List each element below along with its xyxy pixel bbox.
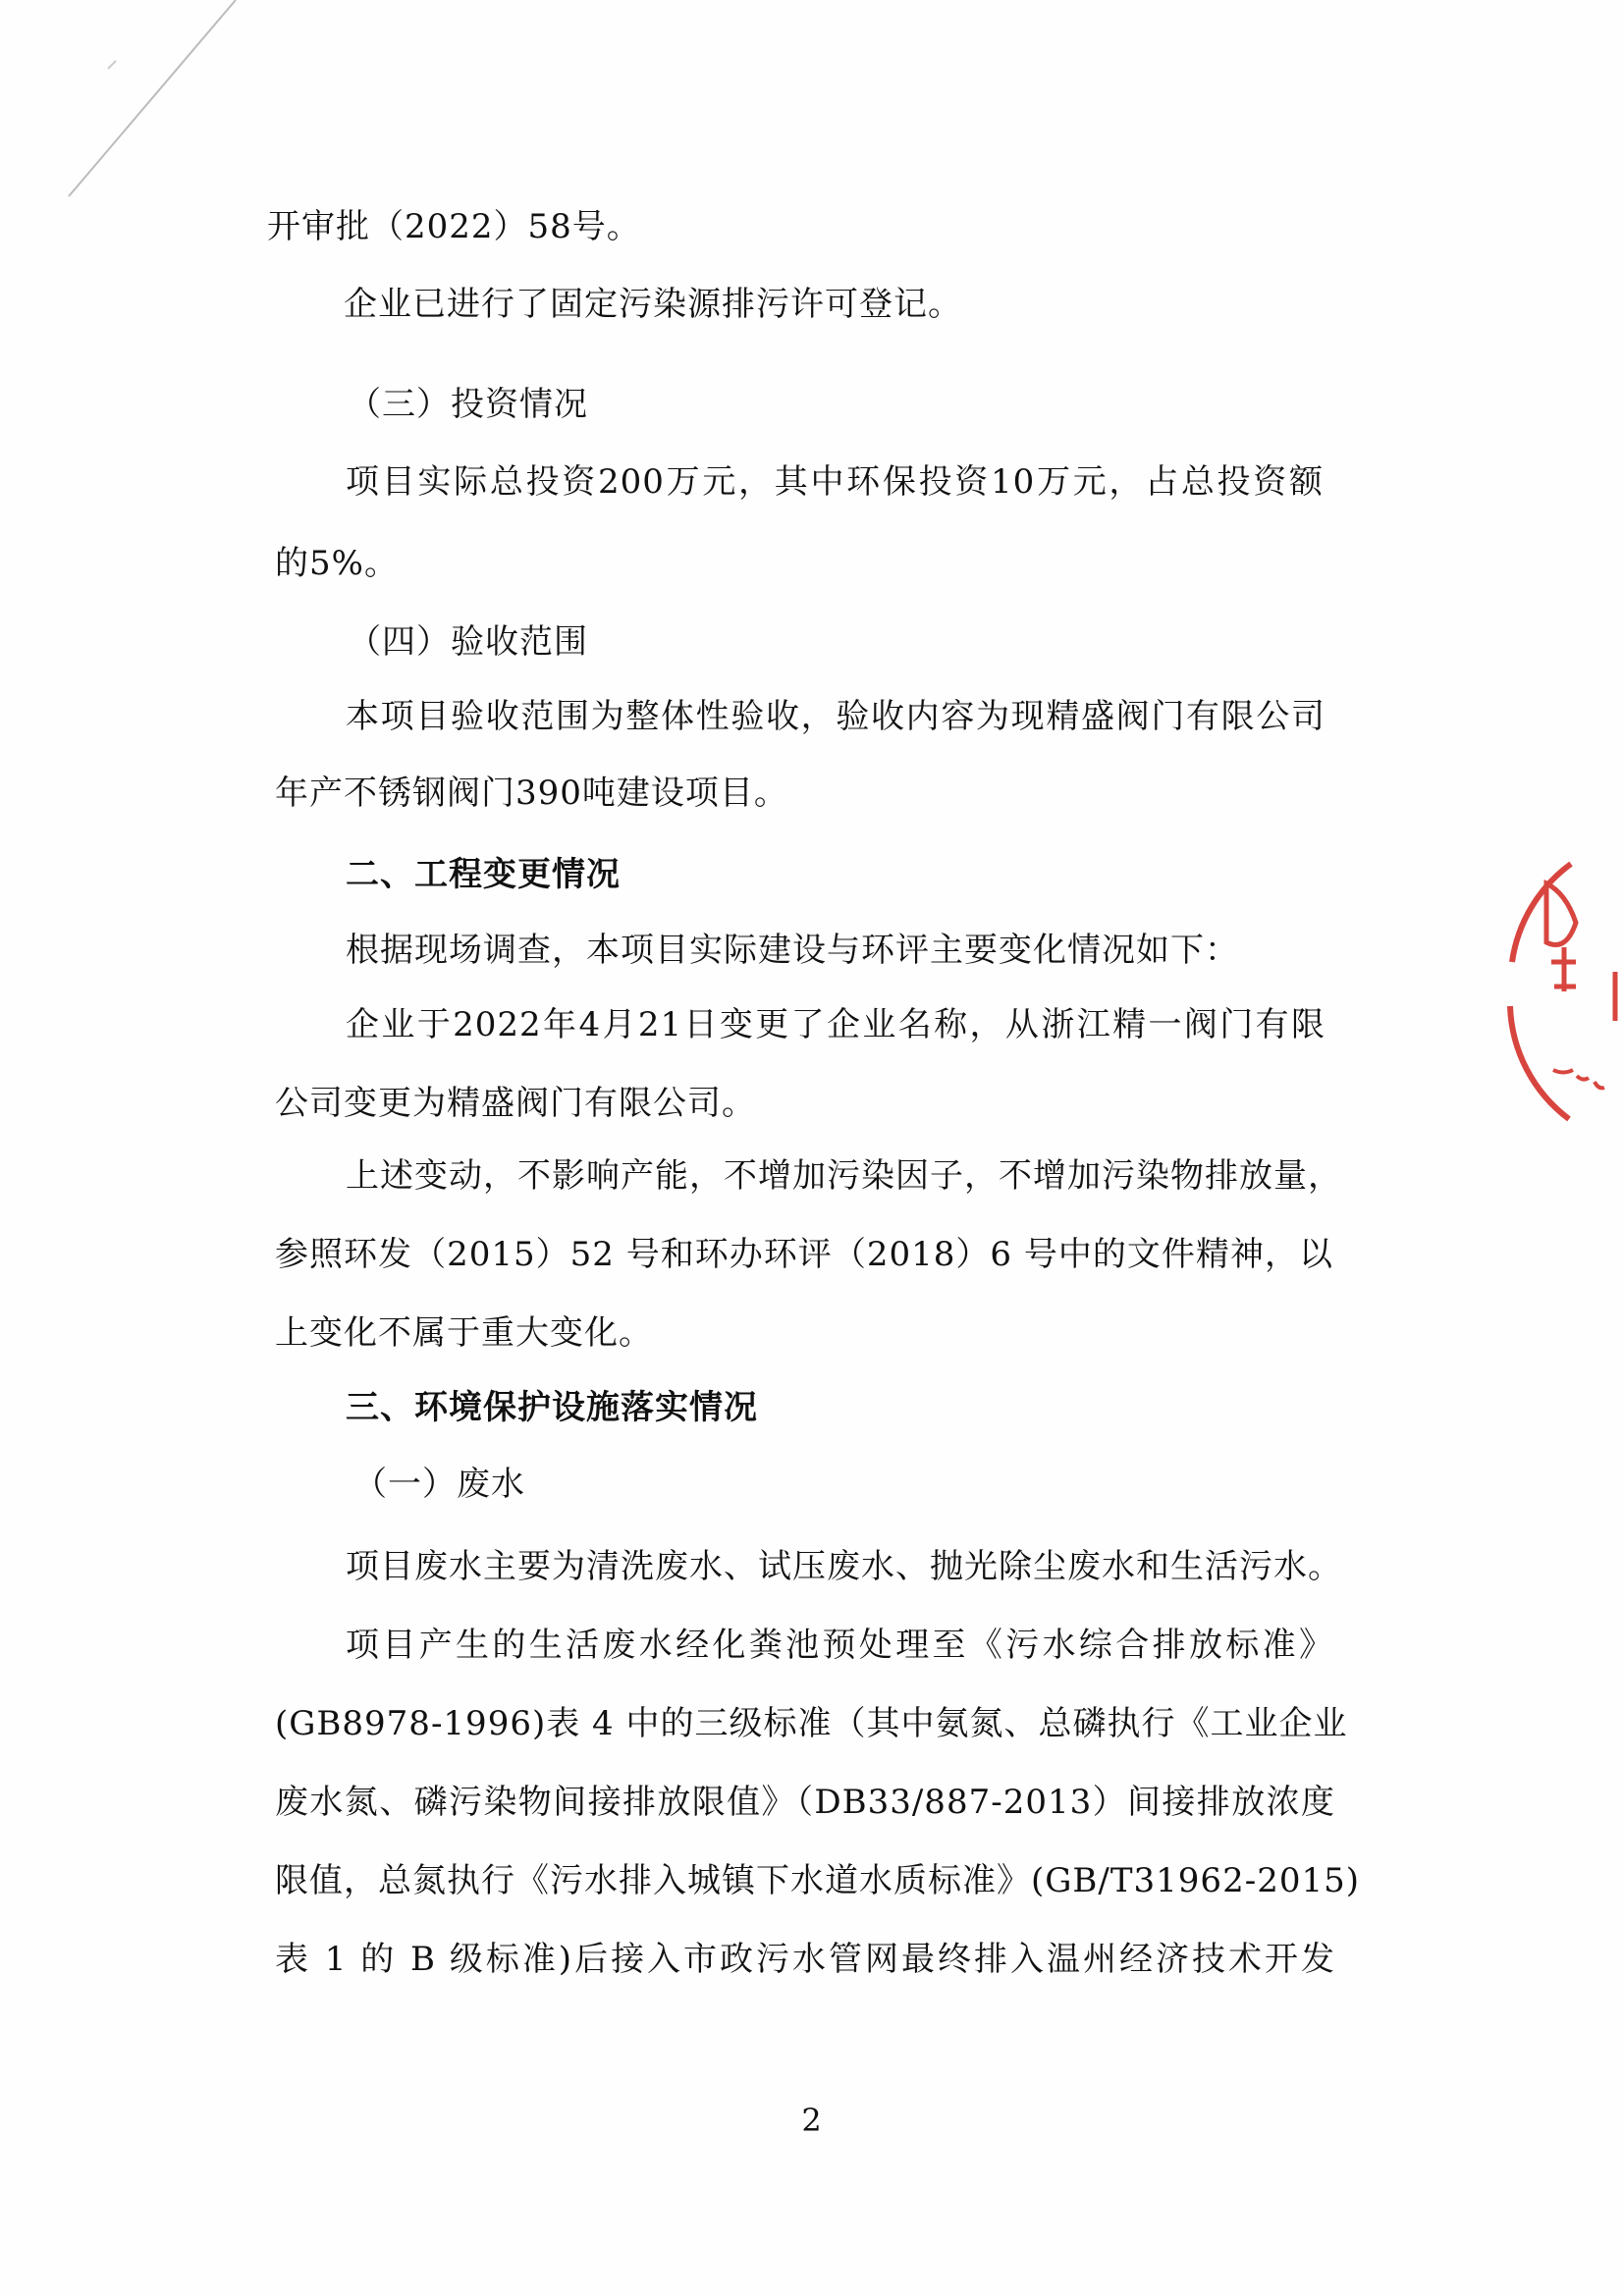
heading-facilities: 三、环境保护设施落实情况	[346, 1388, 758, 1427]
text-line-11: 企业于2022年4月21日变更了企业名称，从浙江精一阀门有限	[346, 1005, 1325, 1044]
heading-scope: （四）验收范围	[348, 622, 588, 662]
text-line-14: 参照环发（2015）52 号和环办环评（2018）6 号中的文件精神，以	[275, 1235, 1333, 1274]
text-line-22: 限值，总氮执行《污水排入城镇下水道水质标准》(GB/T31962-2015)	[275, 1861, 1360, 1900]
official-seal-icon	[1492, 825, 1623, 1148]
text-line-2: 企业已进行了固定污染源排污许可登记。	[344, 285, 962, 324]
text-line-15: 上变化不属于重大变化。	[275, 1313, 653, 1353]
text-line-23: 表 1 的 B 级标准)后接入市政污水管网最终排入温州经济技术开发	[275, 1940, 1335, 1979]
text-line-4: 项目实际总投资200万元，其中环保投资10万元，占总投资额	[346, 462, 1324, 502]
text-line-7: 本项目验收范围为整体性验收，验收内容为现精盛阀门有限公司	[346, 697, 1325, 736]
heading-wastewater: （一）废水	[353, 1465, 525, 1504]
text-line-18: 项目废水主要为清洗废水、试压废水、抛光除尘废水和生活污水。	[346, 1547, 1342, 1586]
text-line-8: 年产不锈钢阀门390吨建设项目。	[275, 774, 788, 813]
text-line-19: 项目产生的生活废水经化粪池预处理至《污水综合排放标准》	[346, 1626, 1333, 1665]
text-line-21: 废水氮、磷污染物间接排放限值》（DB33/887-2013）间接排放浓度	[275, 1783, 1335, 1822]
text-line-5: 的5%。	[275, 544, 399, 583]
text-line-12: 公司变更为精盛阀门有限公司。	[275, 1084, 756, 1123]
scan-fold-mark	[0, 0, 255, 216]
page-number: 2	[801, 2102, 822, 2139]
text-line-13: 上述变动，不影响产能，不增加污染因子，不增加污染物排放量，	[346, 1156, 1342, 1196]
text-line-10: 根据现场调查，本项目实际建设与环评主要变化情况如下：	[346, 931, 1239, 970]
text-line-1: 开审批（2022）58号。	[267, 207, 641, 246]
text-line-20: (GB8978-1996)表 4 中的三级标准（其中氨氮、总磷执行《工业企业	[275, 1704, 1348, 1743]
heading-changes: 二、工程变更情况	[346, 855, 621, 894]
heading-investment: （三）投资情况	[348, 385, 588, 424]
